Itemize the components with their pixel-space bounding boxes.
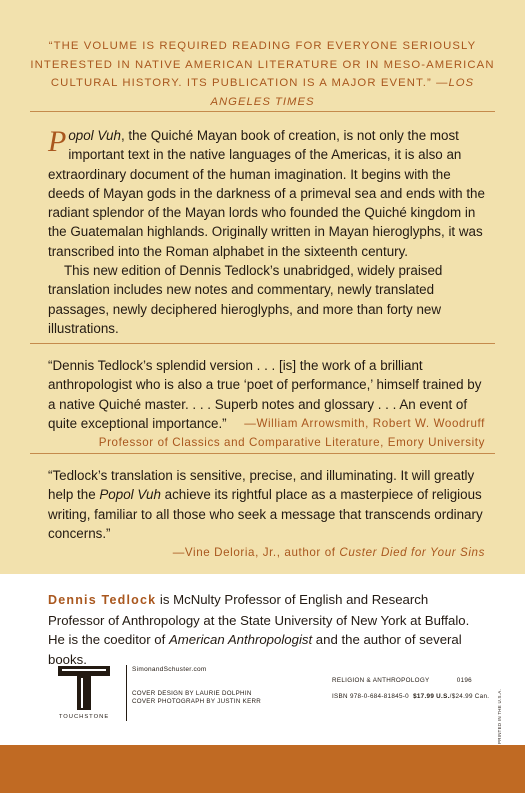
description-text-1: , the Quiché Mayan book of creation, is not only the most important text in the native languages of the Americas, it is also an extraordinary document of the human imagination. It begins with the deeds of Mayan gods in the darkness of a primeval sea and ends with the radiant splendor of the Mayan lords who founded the Quiché kingdom in the Guatemalan highlands. Originally written in Mayan hieroglyphs, it was transcribed into the Roman alphabet in the sixteenth century. <box>48 128 485 259</box>
author-name: Dennis Tedlock <box>48 593 157 607</box>
middle-divider <box>30 343 495 344</box>
top-divider <box>30 111 495 112</box>
review-attribution-2 <box>48 543 485 562</box>
description-paragraph-1 <box>48 126 485 261</box>
drop-cap: P <box>48 125 67 158</box>
review-attribution-book-2: Custer Died for Your Sins <box>339 546 485 560</box>
category-code: 0196 <box>456 677 472 684</box>
review-blurb-1 <box>48 356 485 453</box>
lower-divider <box>30 453 495 454</box>
isbn-number: ISBN 978-0-684-81845-0 <box>332 693 409 700</box>
review-attribution-author-2: —Vine Deloria, Jr., author of <box>172 546 340 560</box>
review-attribution-name-1: —William Arrowsmith, Robert W. Woodruff <box>244 417 485 431</box>
top-quote-text: “THE VOLUME IS REQUIRED READING FOR EVERYONE SERIOUSLY INTERESTED IN NATIVE AMERICAN LITERATURE OR IN MESO-AMERICAN CULTURAL HISTORY. ITS PUBLICATION IS A MAJOR EVENT.” — <box>30 40 495 89</box>
review-book-title: Popol Vuh <box>99 487 161 503</box>
price-block <box>332 677 490 709</box>
category-label: RELIGION & ANTHROPOLOGY <box>332 677 430 684</box>
price-can: /$24.99 Can. <box>449 693 490 700</box>
isbn-line <box>332 693 489 700</box>
printed-in-text: PRINTED IN THE U.S.A. <box>497 688 503 745</box>
author-bio <box>48 590 488 669</box>
top-quote <box>30 37 495 111</box>
description-paragraph-2: This new edition of Dennis Tedlock’s unabridged, widely praised translation includes new notes and commentary, newly translated passages, newly deciphered hieroglyphs, and more than forty new illustrations. <box>48 263 443 336</box>
review-attribution-title-1: Professor of Classics and Comparative Literature, Emory University <box>98 436 485 450</box>
touchstone-logo-icon <box>56 664 112 712</box>
bottom-color-band <box>0 745 525 793</box>
cover-design-credit: COVER DESIGN BY LAURIE DOLPHIN <box>132 689 252 697</box>
credits-divider <box>126 665 127 721</box>
cover-photo-credit: COVER PHOTOGRAPH BY JUSTIN KERR <box>132 698 262 705</box>
review-text-2b: achieve its rightful place as a masterpiece of religious writing, familiar to all those who seek a message that transcends ordinary concerns.” <box>48 487 483 541</box>
review-text-2a: “Tedlock’s translation is sensitive, precise, and illuminating. It will greatly help the <box>48 468 475 503</box>
cover-credits <box>132 666 261 707</box>
review-text-1: “Dennis Tedlock’s splendid version . . . [is] the work of a brilliant anthropologist who is also a true ‘poet of performance,’ himself trained by a native Quiché master. . . . Superb notes and glossary . . . An event of quite exceptional importance.” <box>48 358 482 431</box>
imprint-name: TOUCHSTONE <box>58 714 110 720</box>
publisher-website[interactable]: SimonandSchuster.com <box>132 666 207 673</box>
review-blurb-2 <box>48 466 485 562</box>
printed-in-label <box>486 688 503 745</box>
book-title: opol Vuh <box>68 128 121 143</box>
price-us: $17.99 U.S. <box>413 693 450 700</box>
top-quote-source: LOS ANGELES TIMES <box>210 77 475 108</box>
author-bio-text-b: and the author of several books. <box>48 632 462 667</box>
book-description <box>48 126 485 338</box>
author-journal: American Anthropologist <box>168 632 313 647</box>
author-bio-text-a: is McNulty Professor of English and Research Professor of Anthropology at the State University of New York at Buffalo. He is the coeditor of <box>48 592 470 647</box>
